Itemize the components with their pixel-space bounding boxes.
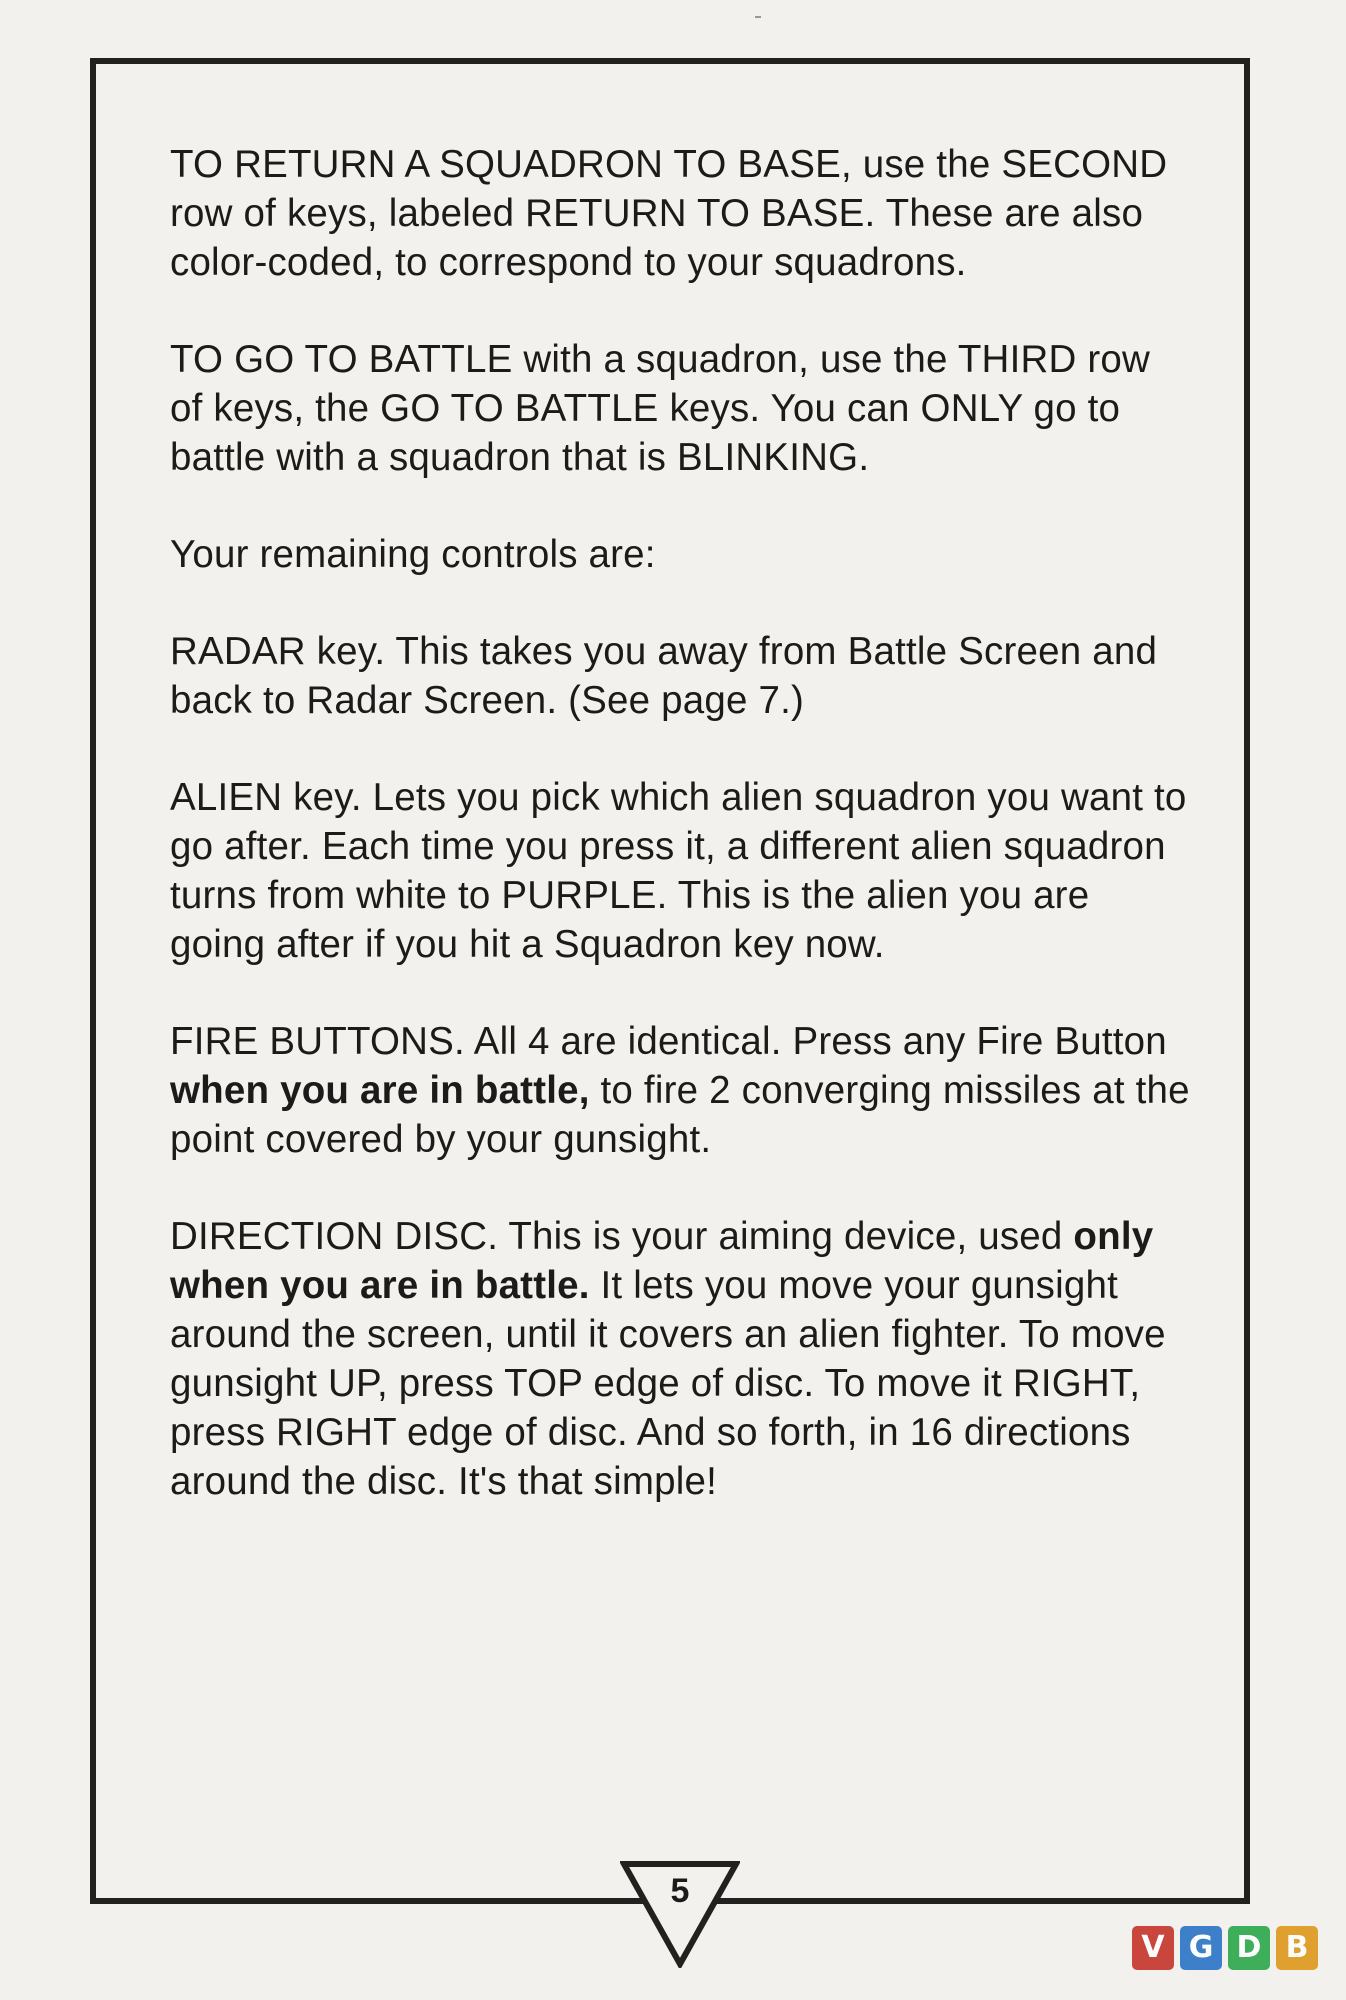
text-segment: Your remaining controls are:: [170, 533, 656, 576]
watermark-letter: V: [1132, 1926, 1174, 1970]
paragraph-go-to-battle: [170, 335, 1190, 482]
text-segment: RADAR key. This takes you away from Battle Screen and back to Radar Screen. (See page 7.): [170, 630, 1158, 722]
paragraph-direction-disc: [170, 1212, 1190, 1506]
text-segment: TO GO TO BATTLE with a squadron, use the THIRD row of keys, the GO TO BATTLE keys. You can ONLY go to battle with a squadron that is BLINKING.: [170, 338, 1151, 479]
text-segment: DIRECTION DISC. This is your aiming device, used: [170, 1215, 1074, 1258]
manual-text: [170, 140, 1190, 1554]
text-segment-bold: when you are in battle,: [170, 1069, 590, 1112]
text-segment: to fire 2 converging missiles at the point covered by your gunsight.: [170, 1069, 1190, 1161]
text-segment: FIRE BUTTONS. All 4 are identical. Press any Fire Button: [170, 1020, 1167, 1063]
page-number: 5: [670, 1872, 690, 1910]
paragraph-return-to-base: [170, 140, 1190, 287]
paragraph-remaining-controls: [170, 530, 1190, 579]
paragraph-alien-key: [170, 773, 1190, 969]
vgdb-watermark-logo: [1132, 1926, 1318, 1970]
watermark-letter: B: [1276, 1926, 1318, 1970]
paragraph-fire-buttons: [170, 1017, 1190, 1164]
text-segment: ALIEN key. Lets you pick which alien squadron you want to go after. Each time you press it, a different alien squadron turns from white to PURPLE. This is the alien you are going after if you hit a Squadron key now.: [170, 776, 1187, 966]
text-segment: It lets you move your gunsight around the screen, until it covers an alien fighter. To move gunsight UP, press TOP edge of disc. To move it RIGHT, press RIGHT edge of disc. And so forth, in 16 directions around the disc. It's that simple!: [170, 1264, 1166, 1503]
watermark-letter: D: [1228, 1926, 1270, 1970]
scan-mark: [755, 16, 761, 18]
paragraph-radar-key: [170, 627, 1190, 725]
text-segment-bold: only when you are in battle.: [170, 1215, 1154, 1307]
text-segment: TO RETURN A SQUADRON TO BASE, use the SECOND row of keys, labeled RETURN TO BASE. These are also color-coded, to correspond to your squadrons.: [170, 143, 1168, 284]
watermark-letter: G: [1180, 1926, 1222, 1970]
